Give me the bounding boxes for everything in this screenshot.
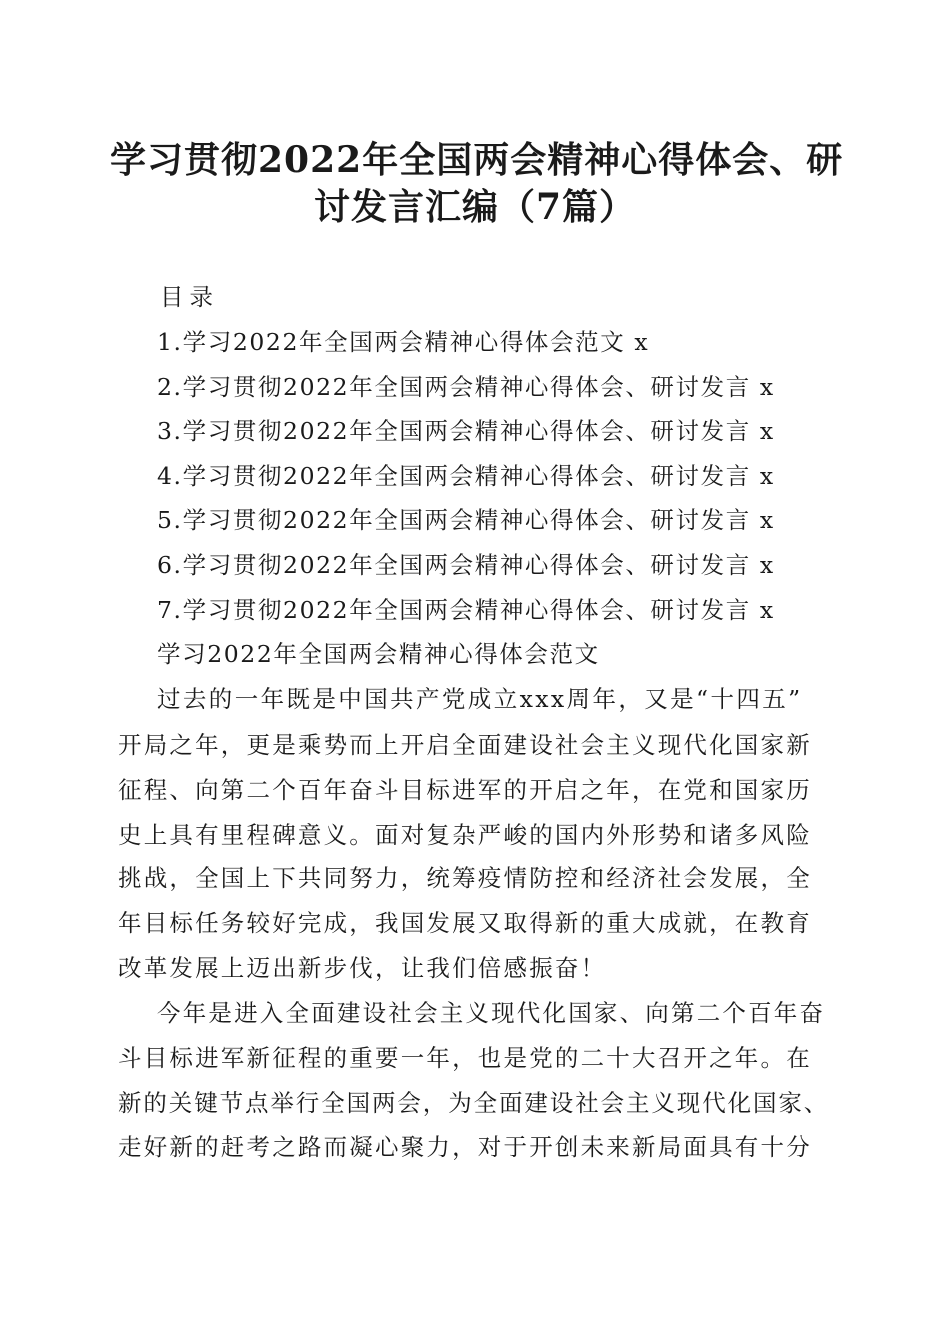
paragraph-line: 开局之年，更是乘势而上开启全面建设社会主义现代化国家新 (118, 731, 812, 759)
paragraph-line: 新的关键节点举行全国两会，为全面建设社会主义现代化国家、 (118, 1089, 830, 1117)
toc-item: 3.学习贯彻2022年全国两会精神心得体会、研讨发言 x (157, 417, 775, 445)
document-title-line-1: 学习贯彻2022年全国两会精神心得体会、研 (110, 139, 844, 181)
paragraph-line: 年目标任务较好完成，我国发展又取得新的重大成就，在教育 (118, 909, 812, 937)
toc-heading: 目录 (160, 283, 219, 311)
toc-item: 1.学习2022年全国两会精神心得体会范文 x (157, 328, 650, 356)
toc-item: 4.学习贯彻2022年全国两会精神心得体会、研讨发言 x (157, 462, 775, 490)
document-title-line-2: 讨发言汇编（7篇） (313, 186, 637, 228)
section-title: 学习2022年全国两会精神心得体会范文 (157, 640, 600, 668)
paragraph-line: 走好新的赶考之路而凝心聚力，对于开创未来新局面具有十分 (118, 1133, 812, 1161)
paragraph-line: 过去的一年既是中国共产党成立xxx周年，又是“十四五” (157, 685, 803, 713)
toc-item: 7.学习贯彻2022年全国两会精神心得体会、研讨发言 x (157, 596, 775, 624)
toc-item: 5.学习贯彻2022年全国两会精神心得体会、研讨发言 x (157, 506, 775, 534)
paragraph-line: 改革发展上迈出新步伐，让我们倍感振奋！ (118, 954, 607, 982)
toc-item: 2.学习贯彻2022年全国两会精神心得体会、研讨发言 x (157, 373, 775, 401)
paragraph-line: 史上具有里程碑意义。面对复杂严峻的国内外形势和诸多风险 (118, 821, 812, 849)
paragraph-line: 斗目标进军新征程的重要一年，也是党的二十大召开之年。在 (118, 1044, 812, 1072)
paragraph-line: 挑战，全国上下共同努力，统筹疫情防控和经济社会发展，全 (118, 864, 812, 892)
paragraph-line: 今年是进入全面建设社会主义现代化国家、向第二个百年奋 (157, 999, 826, 1027)
toc-item: 6.学习贯彻2022年全国两会精神心得体会、研讨发言 x (157, 551, 775, 579)
paragraph-line: 征程、向第二个百年奋斗目标进军的开启之年，在党和国家历 (118, 776, 812, 804)
